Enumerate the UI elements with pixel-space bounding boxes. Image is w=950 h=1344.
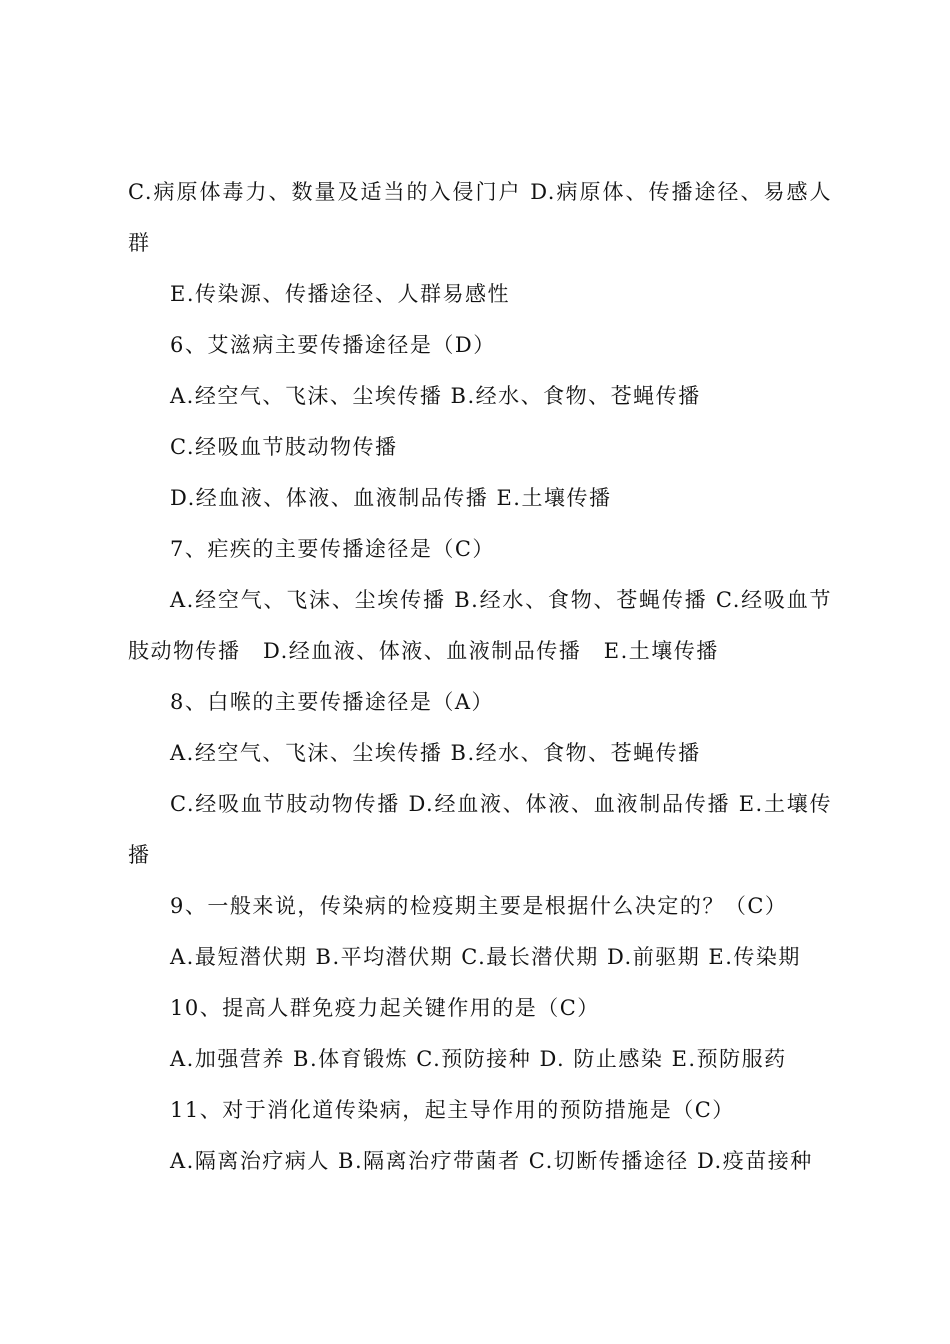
question-10-options: A.加强营养 B.体育锻炼 C.预防接种 D. 防止感染 E.预防服药: [170, 1047, 787, 1071]
question-11: 11、对于消化道传染病，起主导作用的预防措施是（C）: [170, 1098, 735, 1122]
question-7: 7、疟疾的主要传播途径是（C）: [170, 537, 495, 561]
document-body: [128, 167, 832, 1187]
question-6-options-de: D.经血液、体液、血液制品传播 E.土壤传播: [170, 486, 612, 510]
question-6: 6、艾滋病主要传播途径是（D）: [170, 333, 496, 357]
question-10: 10、提高人群免疫力起关键作用的是（C）: [170, 996, 600, 1020]
question-6-options-ab: A.经空气、飞沫、尘埃传播 B.经水、食物、苍蝇传播: [170, 384, 701, 408]
question-9-options: A.最短潜伏期 B.平均潜伏期 C.最长潜伏期 D.前驱期 E.传染期: [170, 945, 801, 969]
question-6-option-c: C.经吸血节肢动物传播: [170, 435, 398, 459]
question-9: 9、一般来说，传染病的检疫期主要是根据什么决定的？（C）: [170, 894, 788, 918]
question-8: 8、白喉的主要传播途径是（A）: [170, 690, 495, 714]
question-8-options-cde: C.经吸血节肢动物传播 D.经血液、体液、血液制品传播 E.土壤传播: [128, 792, 832, 867]
paragraph-option-line-e: E.传染源、传播途径、人群易感性: [170, 282, 511, 306]
question-11-options: A.隔离治疗病人 B.隔离治疗带菌者 C.切断传播途径 D.疫苗接种: [170, 1149, 813, 1173]
paragraph-option-line-cd: C.病原体毒力、数量及适当的入侵门户 D.病原体、传播途径、易感人群: [128, 180, 832, 255]
question-7-options: A.经空气、飞沫、尘埃传播 B.经水、食物、苍蝇传播 C.经吸血节肢动物传播 D.经血液、体液、血液制品传播 E.土壤传播: [128, 588, 832, 663]
question-8-options-ab: A.经空气、飞沫、尘埃传播 B.经水、食物、苍蝇传播: [170, 741, 701, 765]
